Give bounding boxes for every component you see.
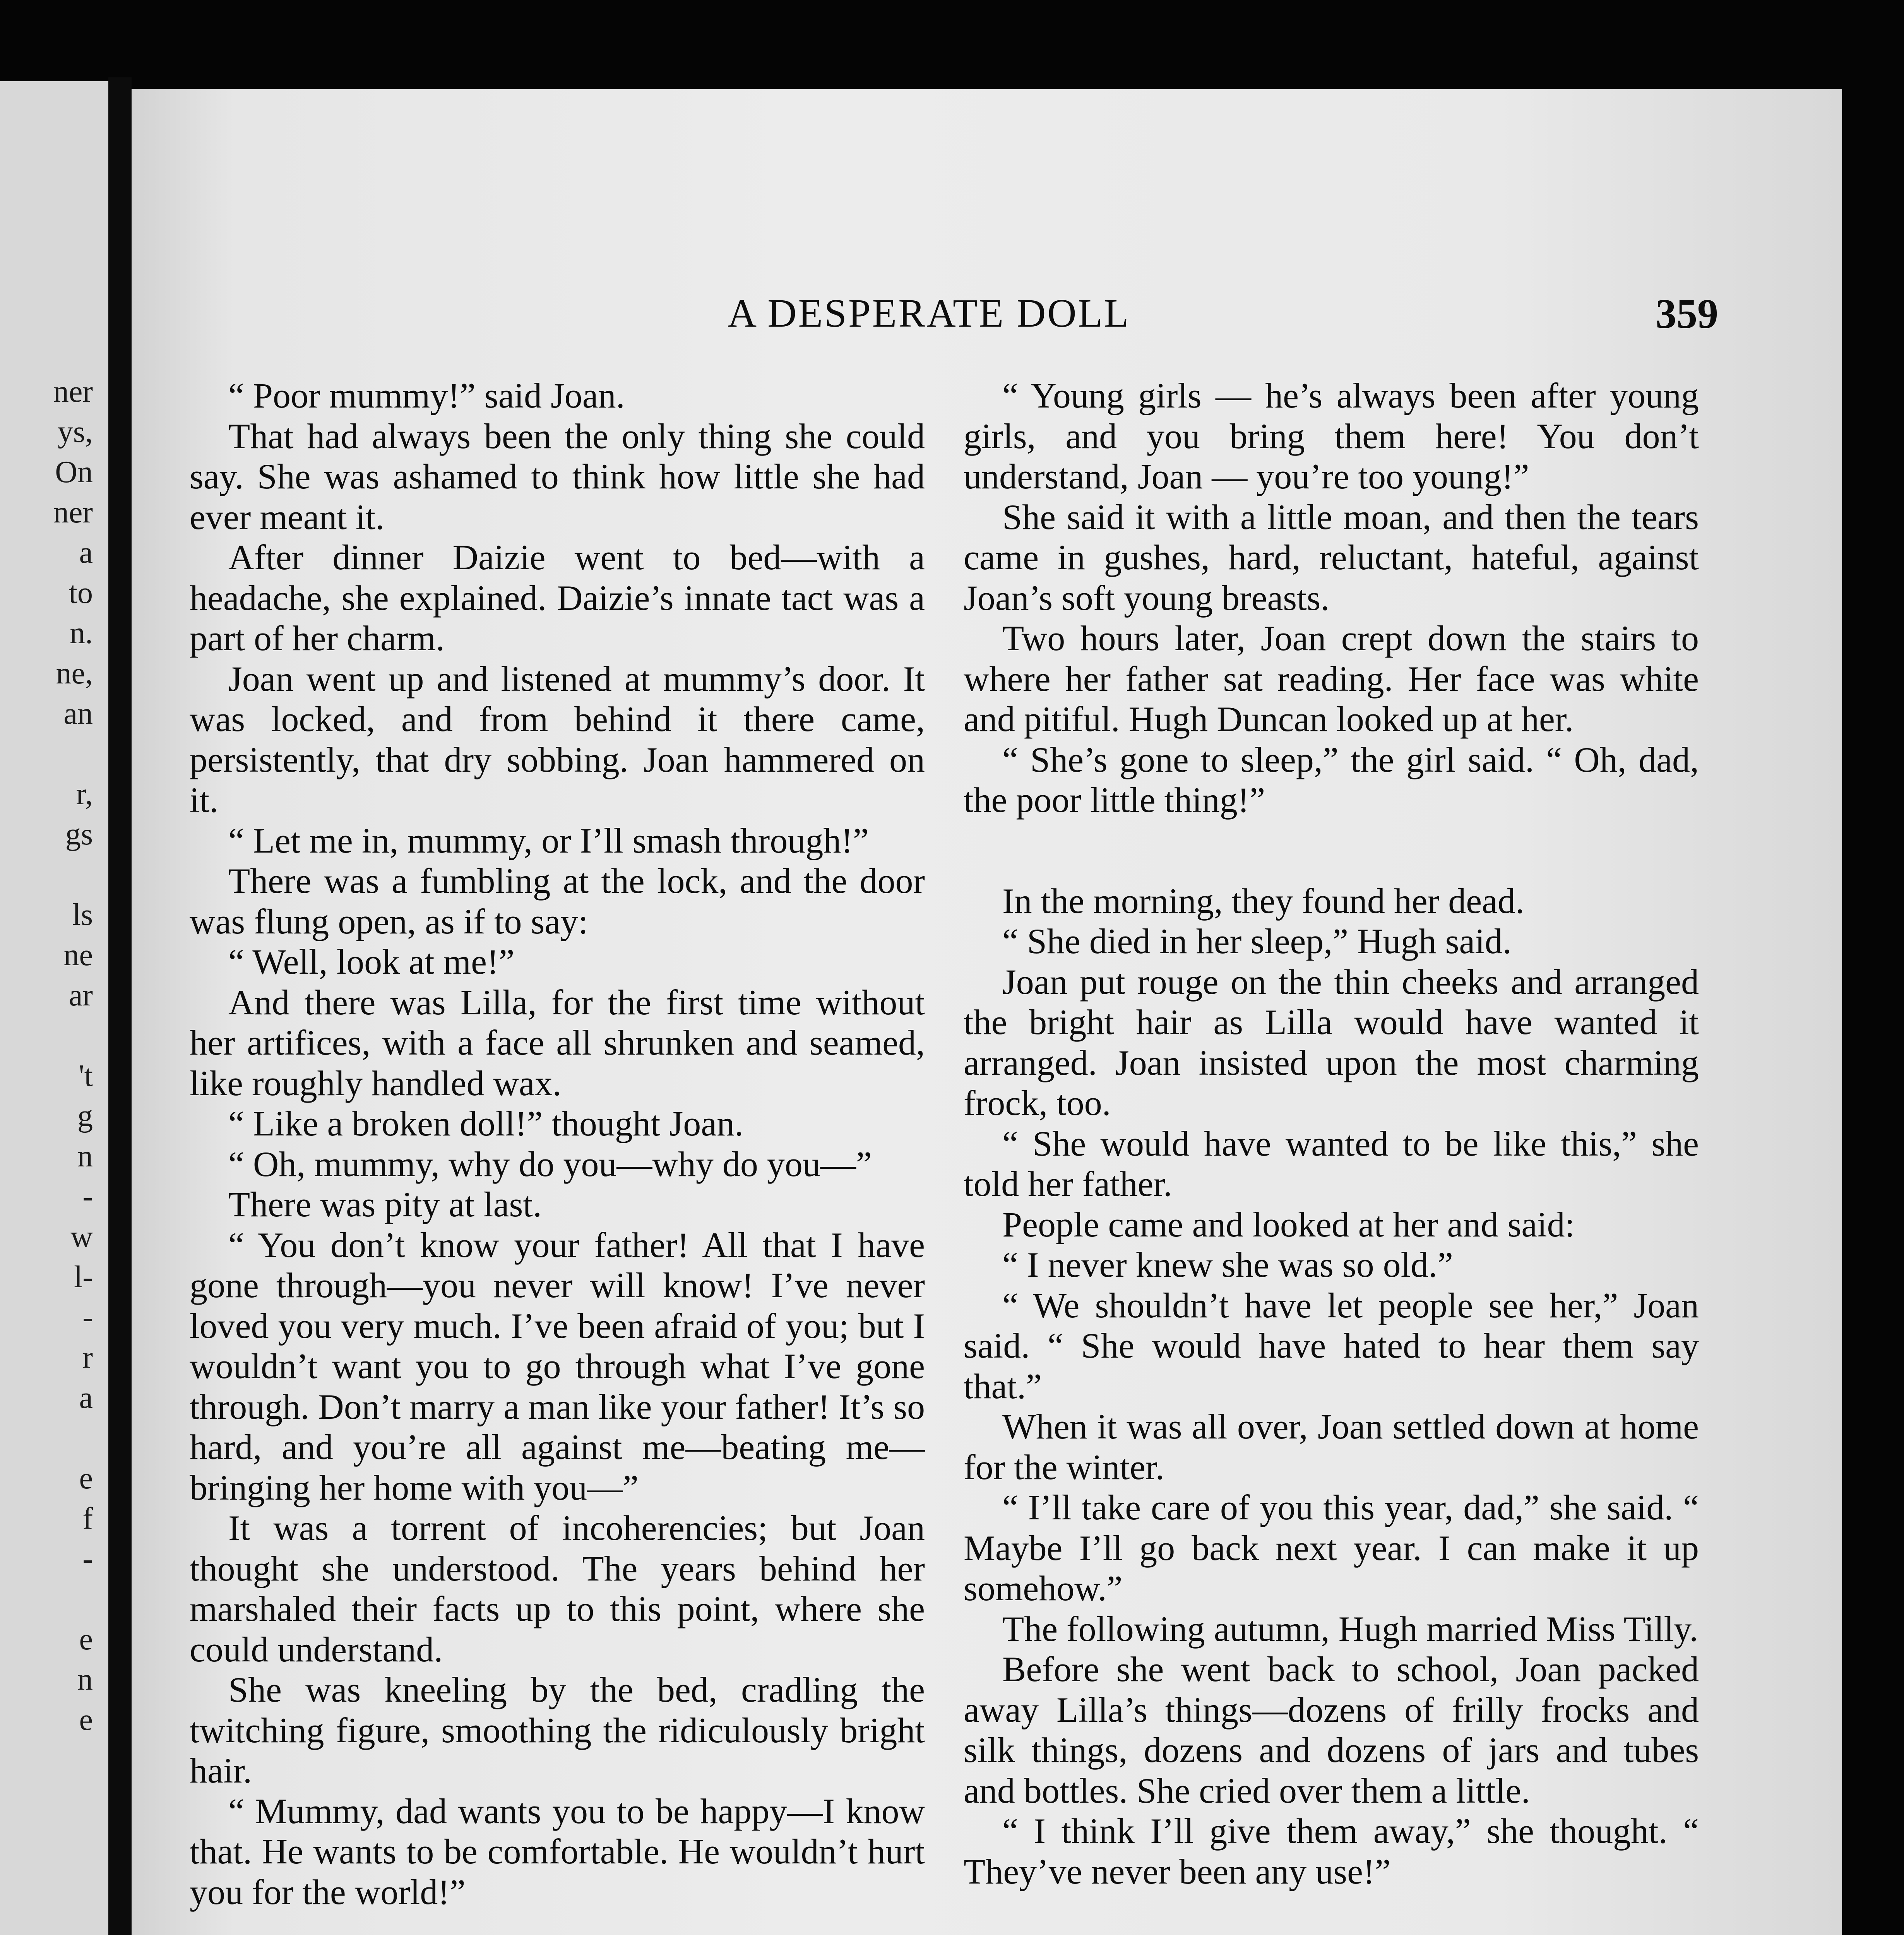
- facing-page-fragment: -: [82, 1180, 93, 1214]
- facing-page-fragment: ne: [63, 938, 93, 972]
- facing-page-fragment: an: [63, 697, 93, 731]
- paragraph: “ Poor mummy!” said Joan.: [228, 376, 625, 415]
- paragraph: “ Well, look at me!”: [228, 942, 515, 981]
- facing-page-fragment: a: [79, 536, 93, 570]
- paragraph: Joan put rouge on the thin cheeks and arranged the bright hair as Lilla would have wanted it arranged. Joan insisted upon the most charming frock, too.: [964, 962, 1699, 1123]
- paragraph: There was a fumbling at the lock, and the door was flung open, as if to say:: [190, 861, 925, 941]
- facing-page-fragment: g: [77, 1099, 93, 1133]
- facing-page-fragment: e: [79, 1703, 93, 1737]
- page-number: 359: [1656, 291, 1718, 337]
- paragraph: “ She died in her sleep,” Hugh said.: [1002, 921, 1512, 961]
- running-title: A DESPERATE DOLL: [728, 291, 1130, 336]
- facing-page-fragment: r,: [76, 777, 93, 811]
- paragraph: “ I never knew she was so old.”: [1002, 1245, 1453, 1284]
- paragraph: “ Young girls — he’s always been after young girls, and you bring them here! You don’t understand, Joan — you’re too young!”: [964, 376, 1699, 496]
- paragraph: “ Mummy, dad wants you to be happy—I know that. He wants to be comfortable. He wouldn’t hurt you for the world!”: [190, 1791, 925, 1912]
- facing-page-fragment: -: [82, 1300, 93, 1334]
- page: [132, 89, 1842, 1935]
- paragraph: Joan went up and listened at mummy’s door. It was locked, and from behind it there came, persistently, that dry sobbing. Joan hammered on it.: [190, 659, 925, 820]
- facing-page-fragment: ne,: [56, 656, 93, 690]
- paragraph: It was a torrent of incoherencies; but Joan thought she understood. The years behind her marshaled their facts up to this point, where she could understand.: [190, 1508, 925, 1669]
- paragraph: “ Like a broken doll!” thought Joan.: [228, 1104, 744, 1143]
- paragraph: Before she went back to school, Joan packed away Lilla’s things—dozens of frilly frocks and silk things, dozens and dozens of jars and tubes and bottles. She cried over them a little.: [964, 1649, 1699, 1810]
- paragraph: There was pity at last.: [228, 1185, 542, 1224]
- facing-page-fragment: gs: [65, 817, 93, 851]
- facing-page-fragment: w: [70, 1220, 93, 1254]
- facing-page-fragment: e: [79, 1461, 93, 1495]
- paragraph: In the morning, they found her dead.: [1002, 881, 1524, 921]
- paragraph: “ She would have wanted to be like this,” she told her father.: [964, 1123, 1699, 1204]
- paragraph: “ I’ll take care of you this year, dad,” she said. “ Maybe I’ll go back next year. I can make it up somehow.”: [964, 1488, 1699, 1608]
- paragraph: “ She’s gone to sleep,” the girl said. “ Oh, dad, the poor little thing!”: [964, 740, 1699, 820]
- facing-page-fragment: n: [77, 1663, 93, 1697]
- paragraph: She said it with a little moan, and then the tears came in gushes, hard, reluctant, hateful, against Joan’s soft young breasts.: [964, 497, 1699, 618]
- facing-page-fragment: f: [82, 1502, 93, 1536]
- facing-page-fragment: ar: [68, 978, 93, 1012]
- facing-page-fragment: ls: [72, 898, 93, 932]
- facing-page-edge: [0, 81, 108, 1935]
- left-text-column: [190, 375, 925, 1912]
- paragraph: Two hours later, Joan crept down the stairs to where her father sat reading. Her face was white and pitiful. Hugh Duncan looked up at her.: [964, 618, 1699, 739]
- paragraph: That had always been the only thing she could say. She was ashamed to think how little she had ever meant it.: [190, 416, 925, 537]
- paragraph: “ Let me in, mummy, or I’ll smash through!”: [228, 820, 869, 860]
- paragraph: “ We shouldn’t have let people see her,” Joan said. “ She would have hated to hear them say that.”: [964, 1285, 1699, 1406]
- facing-page-fragment: l-: [74, 1260, 93, 1294]
- paragraph: She was kneeling by the bed, cradling the twitching figure, smoothing the ridiculously bright hair.: [190, 1670, 925, 1790]
- facing-page-fragment: n: [77, 1139, 93, 1173]
- book-gutter: [108, 77, 132, 1935]
- paragraph: “ You don’t know your father! All that I have gone through—you never will know! I’ve never loved you very much. I’ve been afraid of you; but I wouldn’t want you to go through what I’ve gone through. Don’t marry a man like your father! It’s so hard, and you’re all against me—beating me—bringing her home with you—”: [190, 1225, 925, 1507]
- facing-page-fragment: ys,: [57, 415, 93, 449]
- facing-page-fragment: 't: [79, 1059, 93, 1093]
- paragraph: “ I think I’ll give them away,” she thought. “ They’ve never been any use!”: [964, 1811, 1699, 1891]
- paragraph: The following autumn, Hugh married Miss Tilly.: [1002, 1609, 1699, 1649]
- facing-page-fragment: ner: [53, 375, 93, 409]
- facing-page-fragment: e: [79, 1622, 93, 1656]
- paragraph: People came and looked at her and said:: [1002, 1204, 1575, 1244]
- paragraph: And there was Lilla, for the first time without her artifices, with a face all shrunken and seamed, like roughly handled wax.: [190, 982, 925, 1103]
- facing-page-fragment: r: [82, 1341, 93, 1375]
- paragraph: After dinner Daizie went to bed—with a headache, she explained. Daizie’s innate tact was a part of her charm.: [190, 538, 925, 658]
- paragraph: When it was all over, Joan settled down at home for the winter.: [964, 1407, 1699, 1487]
- right-text-column: [964, 375, 1699, 1892]
- facing-page-fragment: -: [82, 1542, 93, 1576]
- facing-page-fragment: a: [79, 1381, 93, 1415]
- paragraph: “ Oh, mummy, why do you—why do you—”: [228, 1144, 872, 1184]
- facing-page-fragment: ner: [53, 495, 93, 529]
- facing-page-fragment: n.: [70, 616, 93, 650]
- facing-page-fragment: to: [68, 576, 93, 610]
- facing-page-fragment: On: [55, 455, 93, 489]
